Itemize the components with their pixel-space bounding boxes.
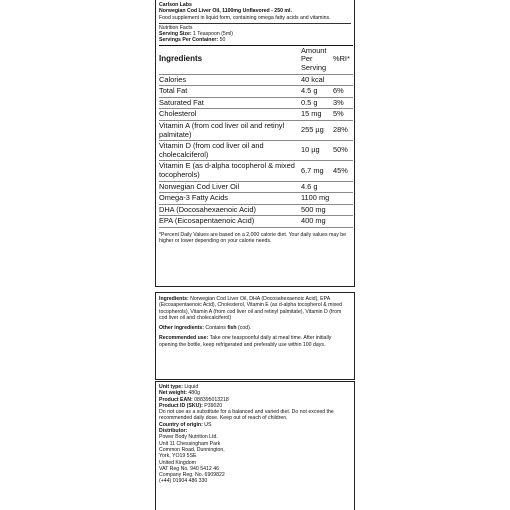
sku-label: Product ID (SKU): (159, 402, 203, 409)
nutrient-ri (333, 193, 353, 205)
distributor-line: Unit 11 Chessingham Park (159, 440, 221, 447)
nutrient-name: Calories (159, 74, 301, 86)
header-amount: Amount Per Serving (301, 45, 333, 74)
unit-type-label: Unit type: (159, 384, 183, 390)
other-ingredients-label: Other ingredients: (159, 325, 204, 332)
nutrition-row (159, 109, 353, 121)
nutrient-name: Vitamin A (from cod liver oil and retinyl palmitate) (159, 120, 301, 140)
distributor-line: Company Reg. No. 6909822 (159, 472, 225, 479)
nutrient-name: Saturated Fat (159, 97, 301, 109)
nutrient-amount: 255 µg (301, 120, 333, 140)
sku-value: P39020 (204, 402, 223, 409)
nutrient-name: Omega-3 Fatty Acids (159, 193, 301, 205)
nutrient-name: Norwegian Cod Liver Oil (159, 181, 301, 193)
nutrient-ri: 50% (333, 141, 353, 161)
nutrient-name: Vitamin D (from cod liver oil and cholecalciferol) (159, 141, 301, 161)
nutrient-amount: 4.5 g (301, 86, 333, 98)
nutrition-row (159, 216, 353, 228)
servings-label: Servings Per Container: (159, 37, 219, 44)
nutrient-amount: 400 mg (301, 216, 333, 228)
panel-title: Nutrition Facts (159, 24, 193, 31)
nutrient-ri: 5% (333, 109, 353, 121)
warning-text: Do not use as a substitute for a balanced and varied diet. Do not exceed the recommended daily dose. Keep out of reach of children. (159, 409, 334, 422)
nutrient-ri: 3% (333, 97, 353, 109)
nutrition-row (159, 204, 353, 216)
nutrient-ri (333, 204, 353, 216)
nutrient-ri (333, 74, 353, 86)
nutrition-row (159, 120, 353, 140)
nutrient-name: Total Fat (159, 86, 301, 98)
ean-value: 088395013218 (194, 396, 229, 403)
nutrient-amount: 1100 mg (301, 193, 333, 205)
nutrition-row (159, 141, 353, 161)
product-name: Norwegian Cod Liver Oil, 1100mg Unflavored - 250 ml. (159, 8, 292, 15)
brand-name: Carlson Labs (159, 2, 192, 8)
nutrient-name: EPA (Eicosapentaenoic Acid) (159, 216, 301, 228)
recommended-use-section (159, 335, 351, 348)
divider (159, 23, 351, 24)
nutrition-row (159, 161, 353, 181)
distributor-line: (+44) 01904 486 330 (159, 478, 208, 485)
other-ingredients-text-a: Contains (205, 325, 228, 332)
nutrient-ri (333, 216, 353, 228)
origin-label: Country of origin: (159, 421, 203, 428)
nutrient-amount: 40 kcal (301, 74, 333, 86)
nutrition-table-header (159, 45, 353, 74)
distributor-line: York, YO19 5SE (159, 453, 197, 460)
product-info-panel (155, 381, 355, 510)
nutrient-ri: 6% (333, 86, 353, 98)
other-ingredients-text-b: (cod). (236, 325, 252, 332)
nutrition-table (159, 45, 353, 228)
servings-per-container (159, 37, 351, 43)
nutrient-amount: 4.6 g (301, 181, 333, 193)
unit-type-value: Liquid (184, 384, 199, 390)
nutrient-amount: 500 mg (301, 204, 333, 216)
header-ingredients: Ingredients (159, 45, 301, 74)
product-description: Food supplement in liquid form, containing omega fatty acids and vitamins. (159, 14, 331, 21)
origin-value: US (204, 421, 212, 428)
distributor-address (159, 434, 351, 484)
distributor-line: Common Road, Dunnington, (159, 446, 225, 453)
distributor-line: Power Body Nutrition Ltd. (159, 434, 218, 441)
nutrient-name: Vitamin E (as d-alpha tocopherol & mixed tocopherols) (159, 161, 301, 181)
nutrition-row (159, 97, 353, 109)
distributor-label: Distributor: (159, 428, 188, 435)
distributor-line: VAT Reg No. 940 5412 46 (159, 465, 219, 472)
nutrient-ri (333, 181, 353, 193)
nutrient-amount: 10 µg (301, 141, 333, 161)
nutrition-row (159, 193, 353, 205)
recommended-use-text: Take one teaspoonful daily at meal time. After initially opening the bottle, keep refrigerated and preferably use within 100 days. (159, 335, 332, 348)
serving-size-label: Serving Size: (159, 31, 192, 38)
nutrient-amount: 15 mg (301, 109, 333, 121)
serving-size-value: 1 Teaspoon (5ml) (193, 31, 234, 38)
nutrient-ri: 45% (333, 161, 353, 181)
header-ri: %RI* (333, 45, 353, 74)
nutrient-amount: 6.7 mg (301, 161, 333, 181)
net-weight-value: 480g (188, 390, 200, 397)
nutrition-row (159, 86, 353, 98)
servings-value: 50 (219, 37, 226, 44)
ean-label: Product EAN: (159, 396, 193, 403)
nutrient-amount: 0.5 g (301, 97, 333, 109)
net-weight-label: Net weight: (159, 390, 187, 397)
nutrient-ri: 28% (333, 120, 353, 140)
footnote: *Percent Daily Values are based on a 2,000 calorie diet. Your daily values may be higher or lower depending on your calorie needs. (159, 231, 347, 245)
allergen-fish: fish (227, 325, 237, 332)
recommended-use-label: Recommended use: (159, 335, 209, 342)
distributor-line: United Kingdom (159, 459, 196, 466)
nutrition-facts-panel (155, 0, 355, 287)
nutrition-row (159, 74, 353, 86)
ingredients-label: Ingredients: (159, 296, 189, 302)
nutrition-row (159, 181, 353, 193)
ingredients-section (159, 296, 351, 321)
ingredients-text: Norwegian Cod Liver Oil, DHA (Docosahexaenoic Acid), EPA (Eicosapentaenoic Acid), Cholesterol, Vitamin E (as d-alpha tocopherol & mixed tocopherols), Vitamin A (from cod liver oil and retinyl palmitate), Vitamin D (from cod liver oil and cholecalciferol) (159, 296, 343, 321)
nutrient-name: Cholesterol (159, 109, 301, 121)
ingredients-panel (155, 292, 355, 380)
nutrient-name: DHA (Docosahexaenoic Acid) (159, 204, 301, 216)
